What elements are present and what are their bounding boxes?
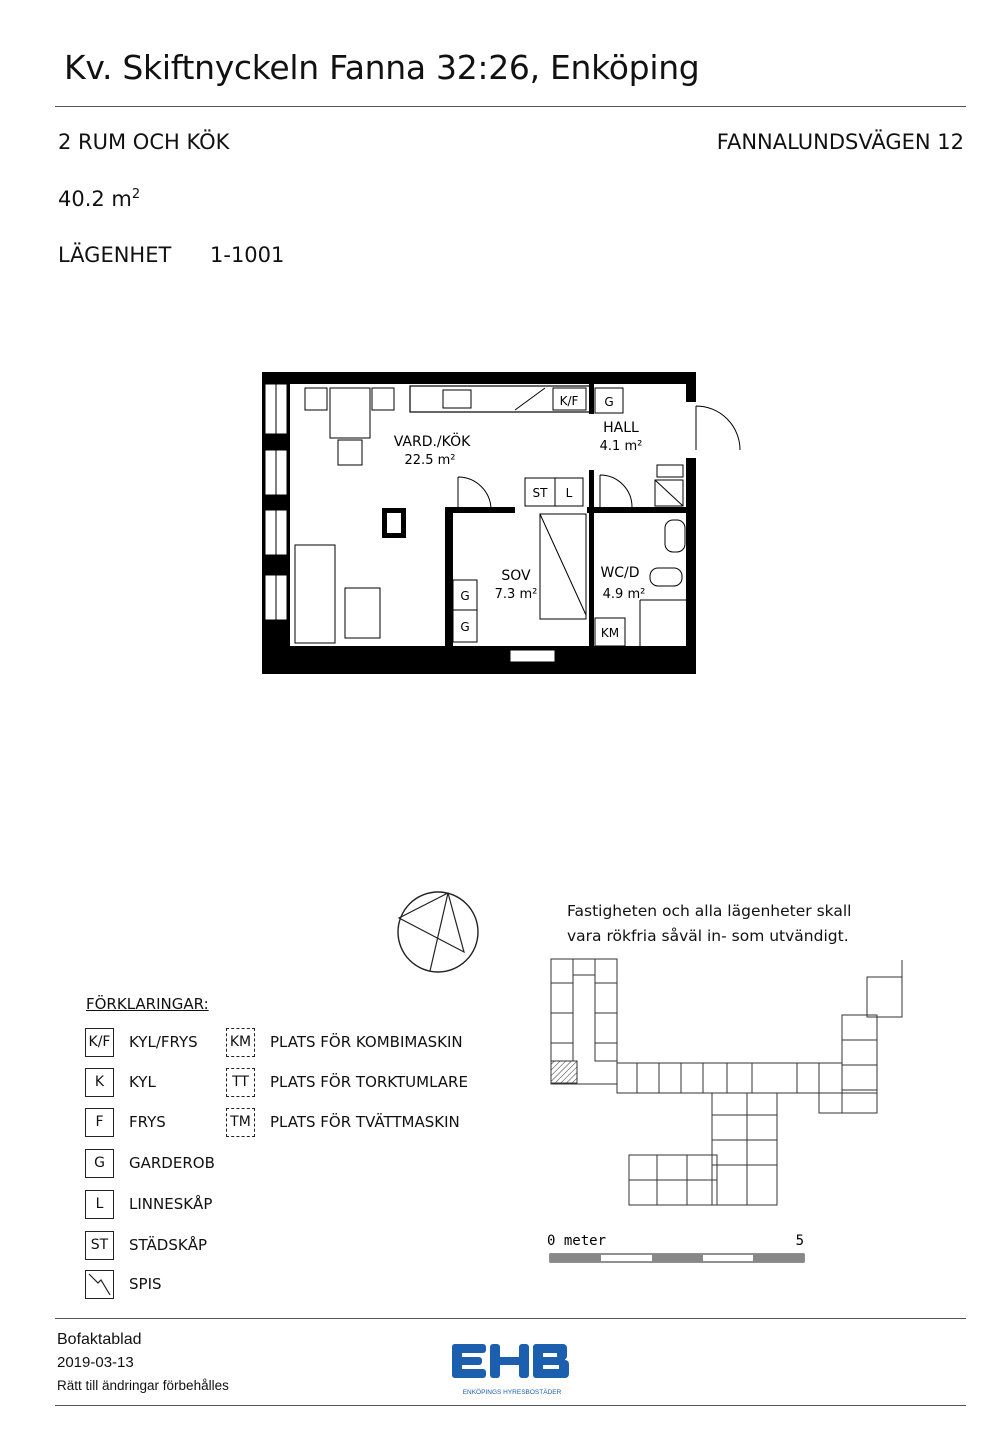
legend-code-box: TT [226,1068,255,1097]
legend-item-spis [85,1269,162,1299]
legend-code-box: K/F [85,1028,114,1057]
apartment-type: 2 RUM OCH KÖK [58,130,230,154]
logo-tagline: ENKÖPINGS HYRESBOSTÄDER [462,1389,562,1396]
legend-item-tm [226,1107,460,1137]
legend-item-g [85,1148,215,1178]
unit-label: LÄGENHET [58,243,172,267]
ehb-logo [447,1340,577,1400]
legend-code-box: F [85,1108,114,1137]
doc-date: 2019-03-13 [57,1354,134,1371]
legend-label: PLATS FÖR TORKTUMLARE [270,1073,468,1091]
footer-top-divider [55,1318,966,1319]
room-name-vardkok: VARD./KÖK [393,434,471,450]
legend-item-k [85,1067,156,1097]
footer-bottom-divider [55,1405,966,1406]
plan-tag-g-hall: G [604,395,614,409]
stove-icon [85,1270,114,1299]
smoke-free-note: Fastigheten och alla lägenheter skall vara rökfria såväl in- som utvändigt. [567,902,852,945]
legend-item-f [85,1107,166,1137]
document-title: Kv. Skiftnyckeln Fanna 32:26, Enköping [64,48,700,87]
scale-bar [547,1230,812,1270]
room-area-vardkok: 22.5 m² [404,453,456,468]
address: FANNALUNDSVÄGEN 12 [716,130,964,154]
plan-tag-st: ST [532,486,548,500]
legend-code-box: TM [226,1108,255,1137]
legend-label: PLATS FÖR KOMBIMASKIN [270,1033,463,1051]
legend-label: PLATS FÖR TVÄTTMASKIN [270,1113,460,1131]
room-name-sov: SOV [501,568,531,584]
legend-label: FRYS [129,1113,166,1131]
room-name-hall: HALL [603,420,639,436]
room-area-sov: 7.3 m² [494,587,538,602]
doc-type: Bofaktablad [57,1331,142,1348]
plan-tag-g-bed-2: G [460,620,470,634]
legend-label: LINNESKÅP [129,1195,213,1213]
room-name-wcd: WC/D [600,565,640,581]
plan-tag-l: L [565,486,573,500]
legend-item-st [85,1230,207,1260]
plan-tag-g-bed-1: G [460,589,470,603]
legend-label: KYL [129,1073,156,1091]
disclaimer: Rätt till ändringar förbehålles [57,1378,229,1393]
room-area-hall: 4.1 m² [599,439,643,454]
legend-item-tt [226,1067,468,1097]
compass-rose [392,886,484,978]
legend-code-box: L [85,1190,114,1219]
legend-item-km [226,1027,463,1057]
floor-plan [260,370,750,680]
legend-title: FÖRKLARINGAR: [86,995,209,1013]
area-value: 40.2 m [58,187,132,211]
legend-label: SPIS [129,1275,162,1293]
legend-code-box: ST [85,1231,114,1260]
site-plan [547,955,912,1235]
legend-item-kf [85,1027,198,1057]
apartment-area [58,187,140,211]
scale-start-label: 0 meter [547,1233,607,1249]
legend-label: GARDEROB [129,1154,215,1172]
legend-code-box: G [85,1149,114,1178]
legend-label: STÄDSKÅP [129,1236,207,1254]
legend-code-box: K [85,1068,114,1097]
header-divider [55,106,966,107]
room-area-wcd: 4.9 m² [602,587,646,602]
unit-number: 1-1001 [210,243,285,267]
plan-tag-km: KM [600,626,620,640]
legend-item-l [85,1189,212,1219]
plan-tag-kf: K/F [559,394,579,408]
legend-code-box: KM [226,1028,255,1057]
area-superscript: 2 [131,187,141,202]
scale-end-label: 5 [795,1233,804,1249]
legend-label: KYL/FRYS [129,1033,198,1051]
